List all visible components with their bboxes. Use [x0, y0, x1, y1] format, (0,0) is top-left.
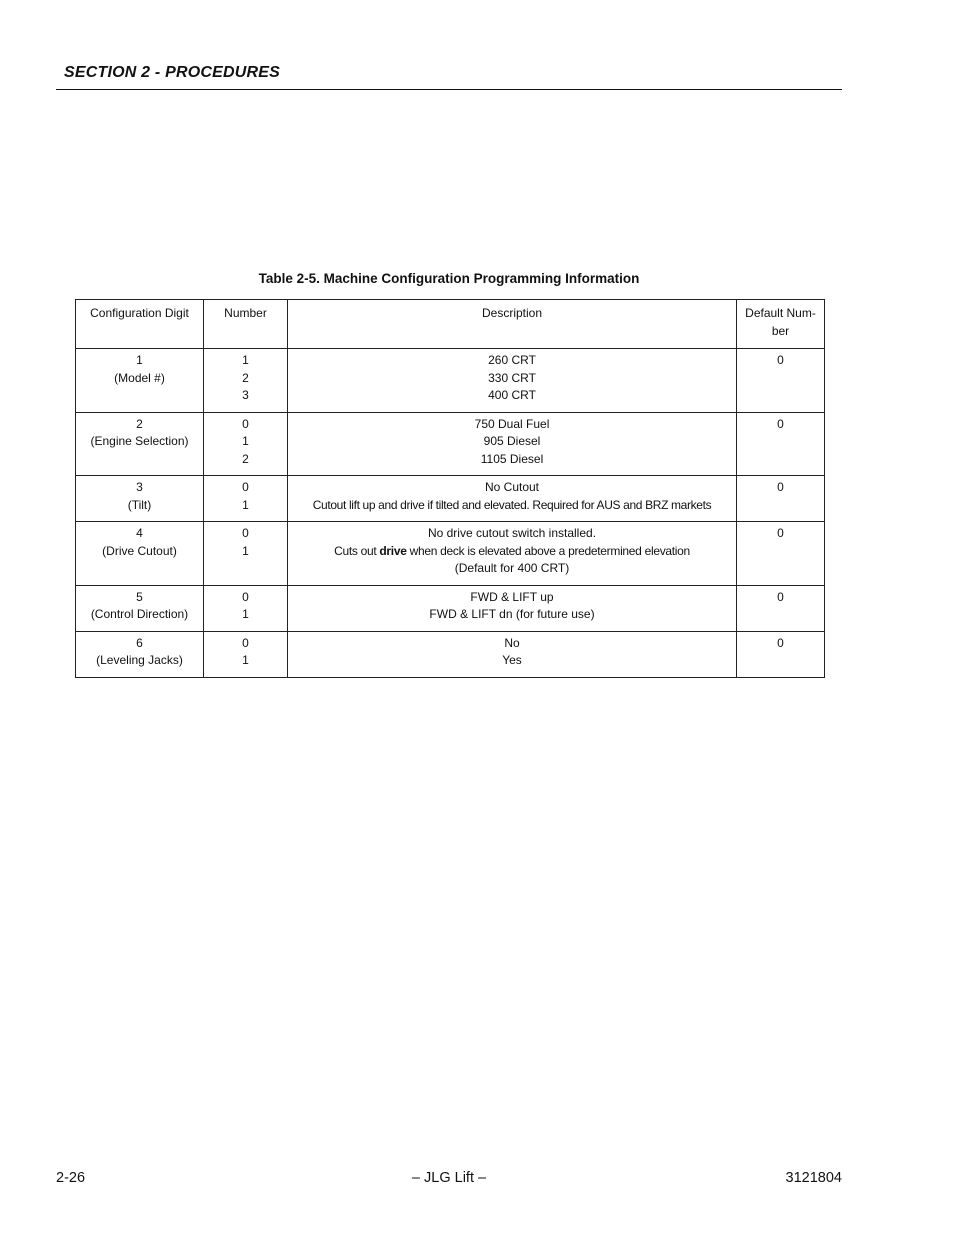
- number-value: 1: [242, 353, 249, 367]
- table-row: [76, 476, 825, 522]
- description-text: No Cutout: [484, 480, 540, 494]
- number-value: 3: [242, 388, 249, 402]
- description-cell: [288, 522, 737, 586]
- column-header-default-number: Default Num- ber: [737, 300, 825, 349]
- default-number-cell: 0: [737, 349, 825, 413]
- table-row: [76, 631, 825, 677]
- number-value: 1: [242, 543, 249, 558]
- default-number-cell: 0: [737, 476, 825, 522]
- document-number: 3121804: [785, 1170, 842, 1186]
- number-cell: [204, 476, 288, 522]
- number-value: 1: [242, 434, 249, 448]
- description-text: No drive cutout switch installed.: [427, 526, 597, 540]
- number-value: 1: [242, 497, 249, 512]
- description-text: Yes: [502, 653, 522, 667]
- config-digit: 6: [136, 635, 143, 650]
- table-caption: Table 2-5. Machine Configuration Programming Information: [258, 271, 640, 286]
- description-text: FWD & LIFT up: [470, 589, 554, 604]
- number-value: 0: [242, 480, 249, 494]
- description-suffix: when deck is elevated above a predetermined elevation: [406, 543, 690, 558]
- description-cell: [288, 585, 737, 631]
- config-digit: 5: [136, 589, 143, 604]
- config-digit-cell: [76, 522, 204, 586]
- config-digit-cell: [76, 631, 204, 677]
- table-row: [76, 522, 825, 586]
- number-value: 2: [242, 451, 249, 466]
- number-value: 2: [242, 370, 249, 385]
- default-number-cell: 0: [737, 631, 825, 677]
- description-text: 905 Diesel: [483, 434, 541, 448]
- number-value: 1: [242, 607, 249, 621]
- configuration-table: [75, 299, 825, 678]
- footer-brand: – JLG Lift –: [411, 1170, 487, 1186]
- section-title: SECTION 2 - PROCEDURES: [64, 64, 280, 81]
- table-row: [76, 412, 825, 476]
- number-value: 0: [242, 589, 249, 604]
- config-digit-cell: [76, 349, 204, 413]
- number-value: 0: [242, 416, 249, 431]
- config-digit: 1: [136, 353, 143, 367]
- number-value: 0: [242, 526, 249, 540]
- number-cell: [204, 412, 288, 476]
- description-text: 1105 Diesel: [480, 451, 544, 466]
- description-text: FWD & LIFT dn (for future use): [429, 607, 595, 621]
- table-row: [76, 349, 825, 413]
- description-cell: [288, 412, 737, 476]
- description-cell: [288, 631, 737, 677]
- description-text: 400 CRT: [488, 388, 536, 402]
- description-text: 330 CRT: [488, 370, 536, 385]
- config-digit-name: (Leveling Jacks): [96, 653, 183, 667]
- description-cell: [288, 476, 737, 522]
- config-digit: 3: [136, 480, 143, 494]
- description-text: No: [504, 635, 520, 650]
- config-digit-name: (Engine Selection): [90, 434, 189, 448]
- config-digit-cell: [76, 412, 204, 476]
- config-digit-name: (Model #): [114, 370, 165, 385]
- description-text: Cutout lift up and drive if tilted and elevated. Required for AUS and BRZ markets: [312, 497, 712, 512]
- column-header-number: Number: [204, 300, 288, 349]
- table-header-row: [76, 300, 825, 349]
- config-digit-name: (Tilt): [127, 497, 152, 512]
- config-digit-name: (Drive Cutout): [102, 543, 177, 558]
- config-digit-name: (Control Direction): [90, 607, 189, 621]
- config-digit: 2: [136, 416, 143, 431]
- description-text: 260 CRT: [488, 353, 536, 367]
- number-cell: [204, 585, 288, 631]
- number-cell: [204, 522, 288, 586]
- page-number: 2-26: [56, 1170, 86, 1186]
- description-text-mixed: [292, 543, 732, 561]
- description-cell: [288, 349, 737, 413]
- description-bold-word: drive: [379, 543, 407, 558]
- number-value: 0: [242, 635, 249, 650]
- description-text: (Default for 400 CRT): [454, 561, 570, 575]
- column-header-description: Description: [288, 300, 737, 349]
- header-divider: [56, 89, 842, 90]
- config-digit-cell: [76, 585, 204, 631]
- number-value: 1: [242, 653, 249, 667]
- config-digit-cell: [76, 476, 204, 522]
- description-prefix: Cuts out: [334, 543, 380, 558]
- number-cell: [204, 349, 288, 413]
- default-number-cell: 0: [737, 412, 825, 476]
- config-digit: 4: [136, 526, 143, 540]
- column-header-configuration-digit: Configuration Digit: [76, 300, 204, 349]
- description-text: 750 Dual Fuel: [474, 416, 550, 431]
- table-row: [76, 585, 825, 631]
- number-cell: [204, 631, 288, 677]
- default-number-cell: 0: [737, 522, 825, 586]
- default-number-cell: 0: [737, 585, 825, 631]
